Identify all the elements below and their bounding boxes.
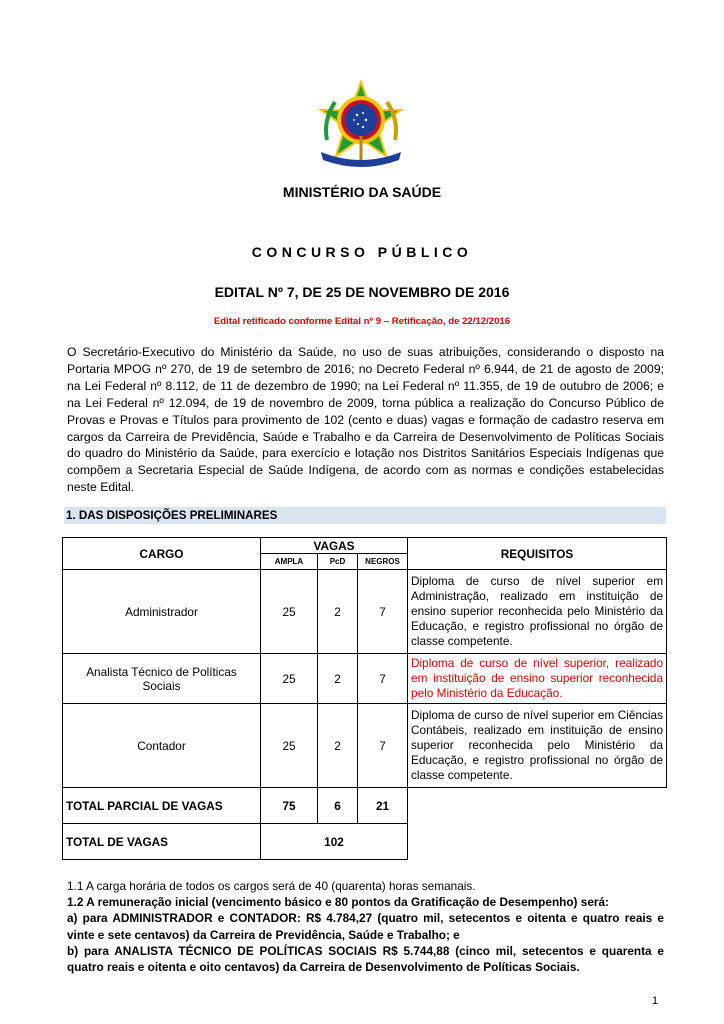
negros-cell: 7 <box>358 704 408 788</box>
cargo-cell: Administrador <box>63 570 261 654</box>
pcd-cell: 2 <box>318 570 358 654</box>
item-1-2: 1.2 A remuneração inicial (vencimento básico e 80 pontos da Gratificação de Desempenho) será: <box>67 895 609 910</box>
pcd-cell: 2 <box>318 704 358 788</box>
requisitos-cell: Diploma de curso de nível superior em Ciências Contábeis, realizado em instituição de ensino superior reconhecida pelo Ministério da Educação, e registro profissional no órgão de classe competente. <box>408 704 667 788</box>
header-negros: NEGROS <box>358 554 408 570</box>
concurso-heading: CONCURSO PÚBLICO <box>251 244 473 260</box>
empty-cell <box>408 824 667 860</box>
header-cargo: CARGO <box>63 538 261 570</box>
negros-cell: 7 <box>358 654 408 704</box>
items-block <box>67 878 664 975</box>
total-parcial-label: TOTAL PARCIAL DE VAGAS <box>63 788 261 824</box>
cargo-cell: Analista Técnico de Políticas Sociais <box>63 654 261 704</box>
edital-title: EDITAL Nº 7, DE 25 DE NOVEMBRO DE 2016 <box>214 284 510 300</box>
total-parcial-pcd: 6 <box>318 788 358 824</box>
page-number: 1 <box>652 995 659 1007</box>
total-parcial-row <box>63 788 667 824</box>
item-a: a) para ADMINISTRADOR e CONTADOR: R$ 4.784,27 (quatro mil, setecentos e oitenta e quatro reais e vinte e sete centavos) da Carreira de Previdência, Saúde e Trabalho; e <box>67 911 664 942</box>
intro-paragraph: O Secretário-Executivo do Ministério da Saúde, no uso de suas atribuições, considerando o disposto na Portaria MPOG nº 270, de 19 de setembro de 2016; no Decreto Federal nº 6.944, de 21 de agosto de 2009; na Lei Federal nº 8.112, de 11 de dezembro de 1990; na Lei Federal nº 11.355, de 19 de outubro de 2006; e na Lei Federal nº 12.094, de 19 de novembro de 2009, torna pública a realização do Concurso Público de Provas e Provas e Títulos para provimento de 102 (cento e duas) vagas e formação de cadastro reserva em cargos da Carreira de Previdência, Saúde e Trabalho e da Carreira de Desenvolvimento de Políticas Sociais do quadro do Ministério da Saúde, para exercício e lotação nos Distritos Sanitários Especiais Indígenas que compõem a Secretaria Especial de Saúde Indígena, de acordo com as normas e condições estabelecidas neste Edital. <box>67 345 664 495</box>
pcd-cell: 2 <box>318 654 358 704</box>
ministry-heading: MINISTÉRIO DA SAÚDE <box>282 184 442 200</box>
cargo-cell: Contador <box>63 704 261 788</box>
header-vagas: VAGAS <box>261 538 408 554</box>
retification-note: Edital retificado conforme Edital nº 9 – Retificação, de 22/12/2016 <box>213 316 511 327</box>
empty-cell <box>408 788 667 824</box>
table-row <box>63 654 667 704</box>
negros-cell: 7 <box>358 570 408 654</box>
item-b: b) para ANALISTA TÉCNICO DE POLÍTICAS SOCIAIS R$ 5.744,88 (cinco mil, setecentos e quarenta e quatro reais e oitenta e oito centavos) da Carreira de Desenvolvimento de Políticas Sociais. <box>67 943 664 975</box>
table-row <box>63 704 667 788</box>
header-pcd: PcD <box>318 554 358 570</box>
ampla-cell: 25 <box>261 704 318 788</box>
table-row <box>63 570 667 654</box>
total-label: TOTAL DE VAGAS <box>63 824 261 860</box>
item-1-1: 1.1 A carga horária de todos os cargos será de 40 (quarenta) horas semanais. <box>67 879 476 893</box>
total-row <box>63 824 667 860</box>
brazil-coat-of-arms-icon <box>313 80 409 170</box>
header-requisitos: REQUISITOS <box>408 538 667 570</box>
total-parcial-ampla: 75 <box>261 788 318 824</box>
table-header-row <box>63 538 667 554</box>
total-value: 102 <box>261 824 408 860</box>
section-heading: 1. DAS DISPOSIÇÕES PRELIMINARES <box>64 507 666 524</box>
ampla-cell: 25 <box>261 654 318 704</box>
requisitos-cell: Diploma de curso de nível superior em Administração, realizado em instituição de ensino superior reconhecida pelo Ministério da Educação, e registro profissional no órgão de classe competente. <box>408 570 667 654</box>
vacancies-table <box>62 537 667 860</box>
total-parcial-negros: 21 <box>358 788 408 824</box>
ampla-cell: 25 <box>261 570 318 654</box>
requisitos-cell: Diploma de curso de nível superior, realizado em instituição de ensino superior reconhecida pelo Ministério da Educação. <box>408 654 667 704</box>
header-ampla: AMPLA <box>261 554 318 570</box>
